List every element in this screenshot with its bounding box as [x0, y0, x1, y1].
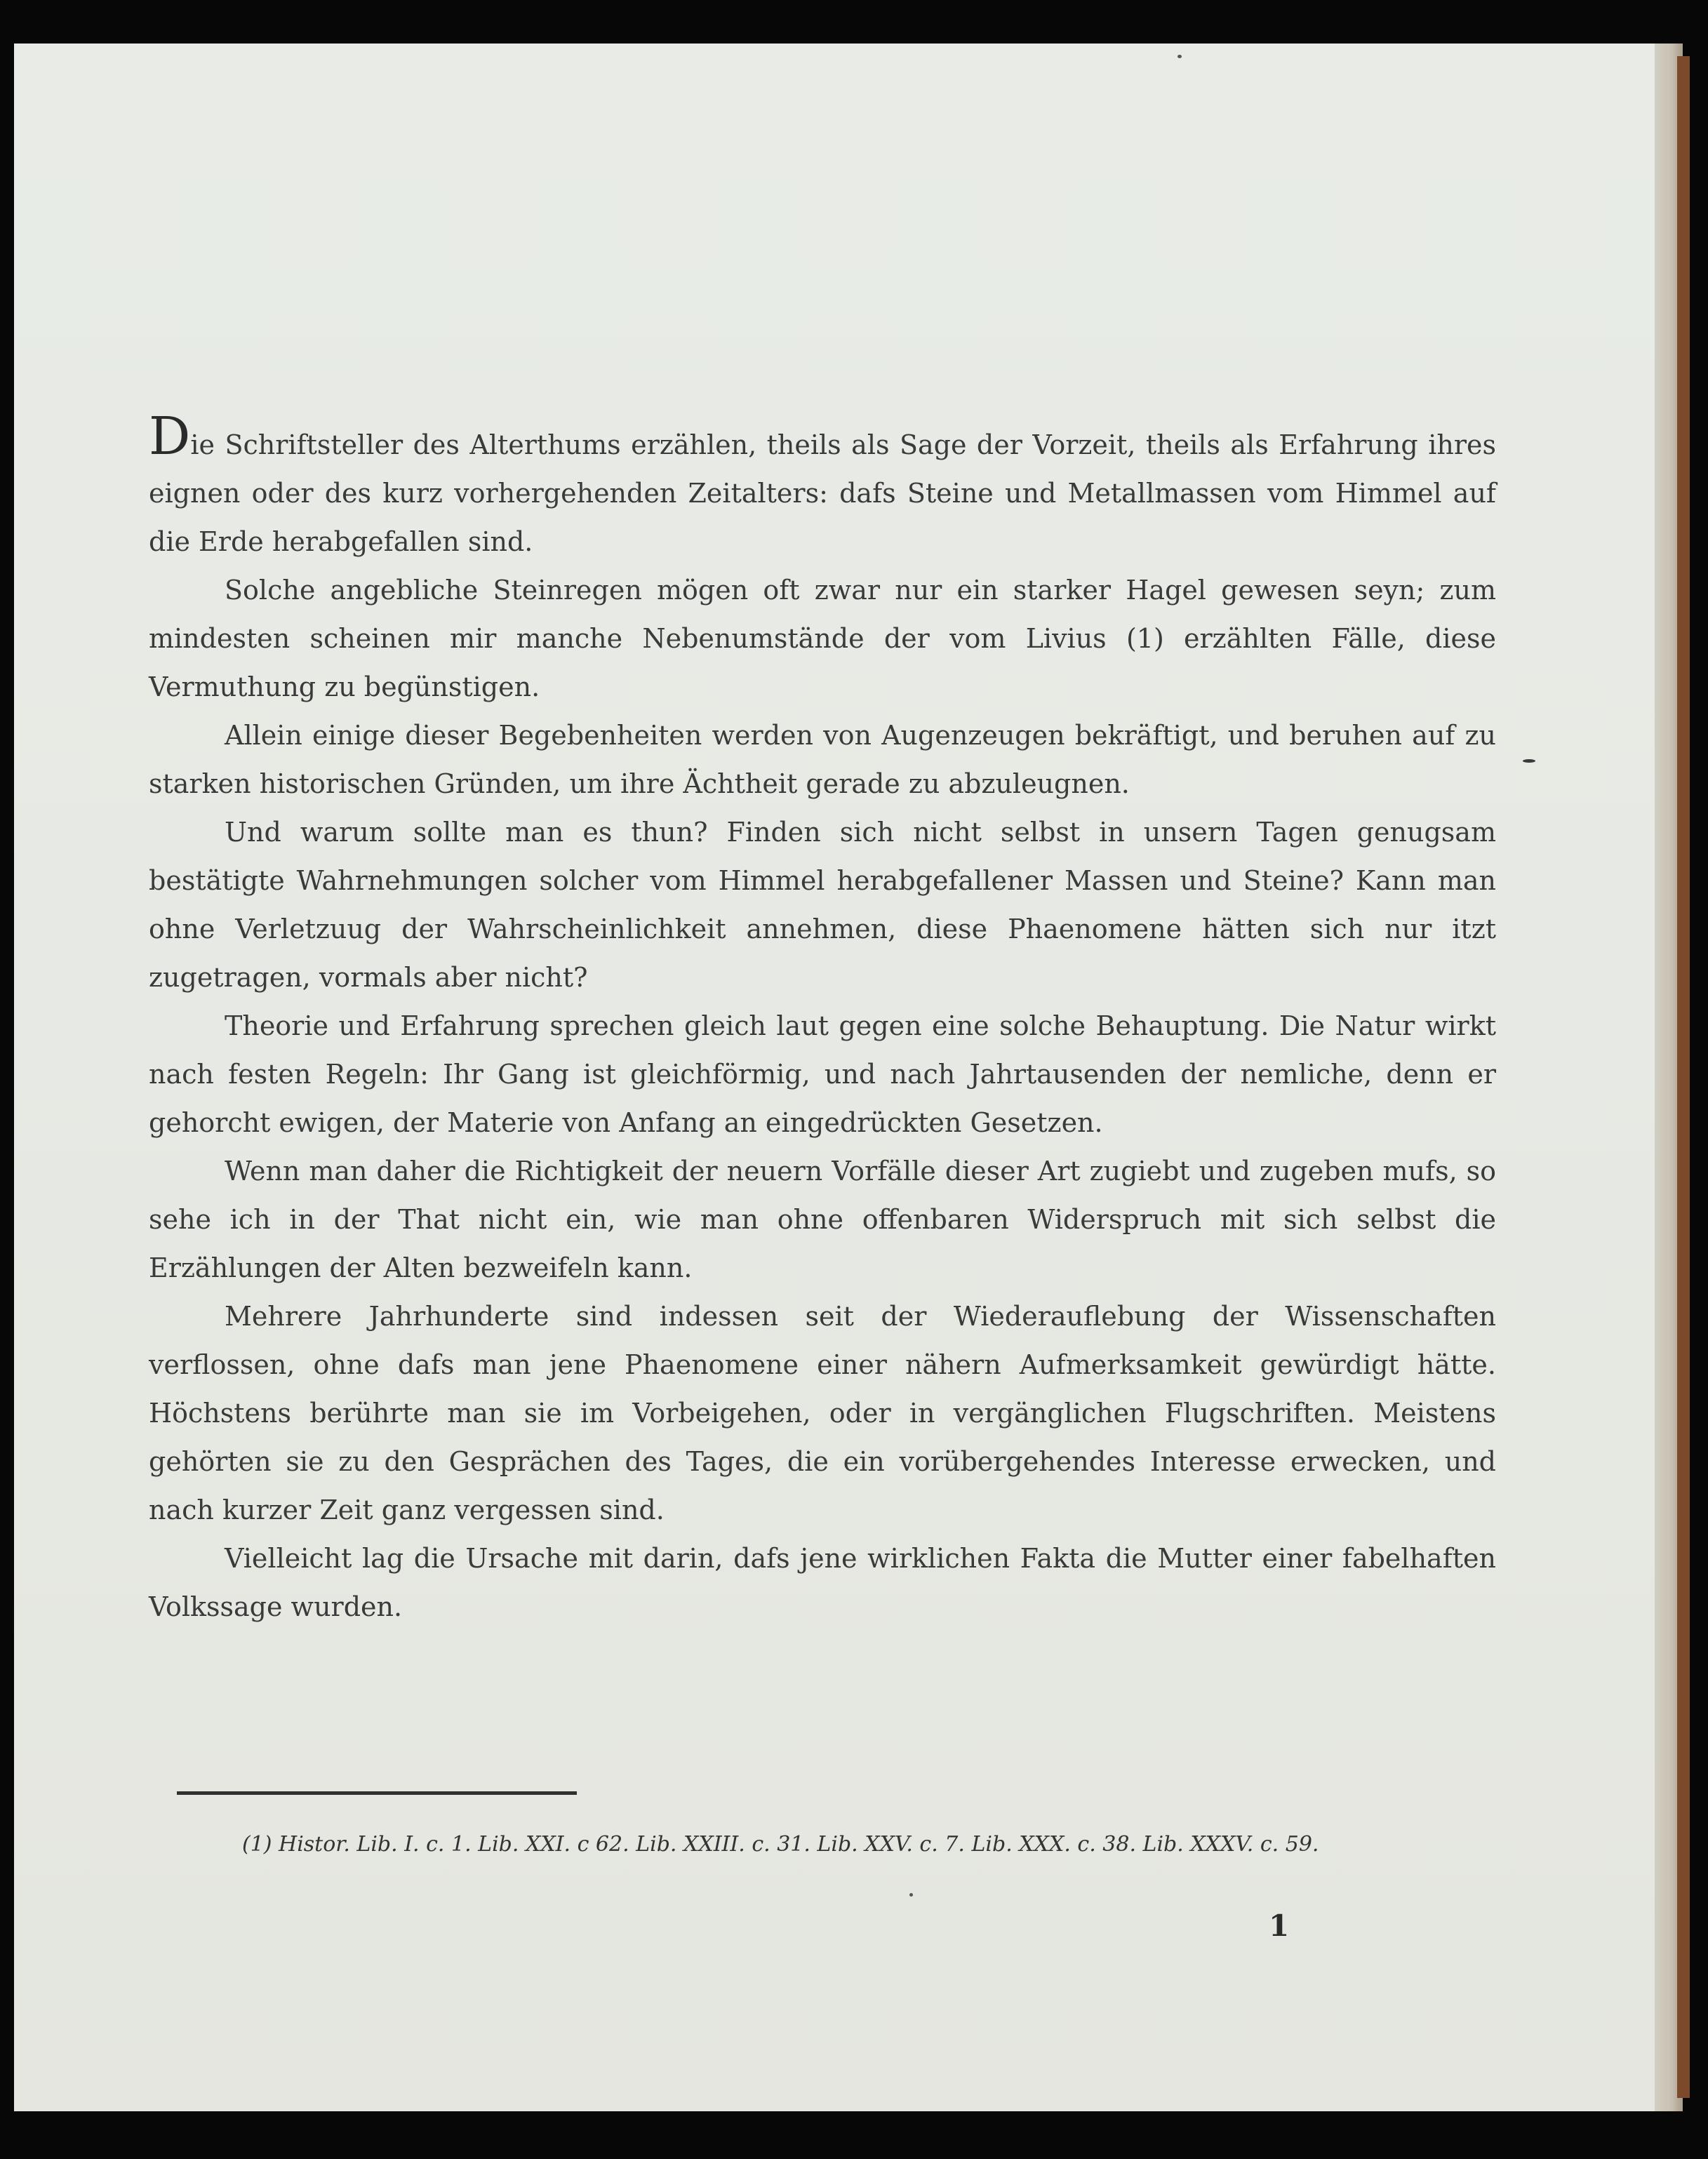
footnote: (1) Histor. Lib. I. c. 1. Lib. XXI. c 62. Lib. XXIII. c. 31. Lib. XXV. c. 7. Lib. XXX. c. 38. Lib. XXXV. c. 59.	[242, 1832, 1319, 1857]
paragraph-3: Allein einige dieser Begebenheiten werden von Augenzeugen bekräftigt, und beruhen auf zu starken historischen Gründen, um ihre Ächtheit gerade zu abzuleugnen.	[149, 720, 1496, 799]
binding-edge	[1677, 56, 1690, 2098]
dropcap: D	[149, 406, 191, 467]
paragraph-5: Theorie und Erfahrung sprechen gleich laut gegen eine solche Behauptung. Die Natur wirkt nach festen Regeln: Ihr Gang ist gleichförmig, und nach Jahrtausenden der nemliche, denn er gehorcht ewigen, der Materie von Anfang an eingedrückten Gesetzen.	[149, 1010, 1496, 1138]
paragraph-1	[149, 406, 1496, 566]
paragraph-2: Solche angebliche Steinregen mögen oft zwar nur ein starker Hagel gewesen seyn; zum mindesten scheinen mir manche Nebenumstände der vom Livius (1) erzählten Fälle, diese Vermuthung zu begünstigen.	[149, 575, 1496, 702]
paragraph-4: Und warum sollte man es thun? Finden sich nicht selbst in unsern Tagen genugsam bestätigte Wahrnehmungen solcher vom Himmel herabgefallener Massen und Steine? Kann man ohne Verletzuug der Wahrscheinlichkeit annehmen, diese Phaenomene hätten sich nur itzt zugetragen, vormals aber nicht?	[149, 817, 1496, 993]
paper-speck	[1523, 759, 1535, 763]
paper-speck	[1177, 55, 1182, 58]
paragraph-7: Mehrere Jahrhunderte sind indessen seit der Wiederauflebung der Wissenschaften verflossen, ohne dafs man jene Phaenomene einer nähern Aufmerksamkeit gewürdigt hätte. Höchstens berührte man sie im Vorbeigehen, oder in vergänglichen Flugschriften. Meistens gehörten sie zu den Gesprächen des Tages, die ein vorübergehendes Interesse erwecken, und nach kurzer Zeit ganz vergessen sind.	[149, 1301, 1496, 1525]
page-number: 1	[1269, 1909, 1290, 1943]
paragraph-8: Vielleicht lag die Ursache mit darin, dafs jene wirklichen Fakta die Mutter einer fabelhaften Volkssage wurden.	[149, 1543, 1496, 1622]
footnote-divider	[177, 1791, 577, 1795]
paper-speck	[909, 1893, 913, 1897]
paragraph-6: Wenn man daher die Richtigkeit der neuern Vorfälle dieser Art zugiebt und zugeben mufs, so sehe ich in der That nicht ein, wie man ohne offenbaren Widerspruch mit sich selbst die Erzählungen der Alten bezweifeln kann.	[149, 1156, 1496, 1283]
body-text	[149, 406, 1496, 1631]
paragraph-1-text: ie Schriftsteller des Alterthums erzählen, theils als Sage der Vorzeit, theils als Erfahrung ihres eignen oder des kurz vorhergehenden Zeitalters: dafs Steine und Metallmassen vom Himmel auf die Erde herabgefallen sind.	[149, 429, 1496, 557]
